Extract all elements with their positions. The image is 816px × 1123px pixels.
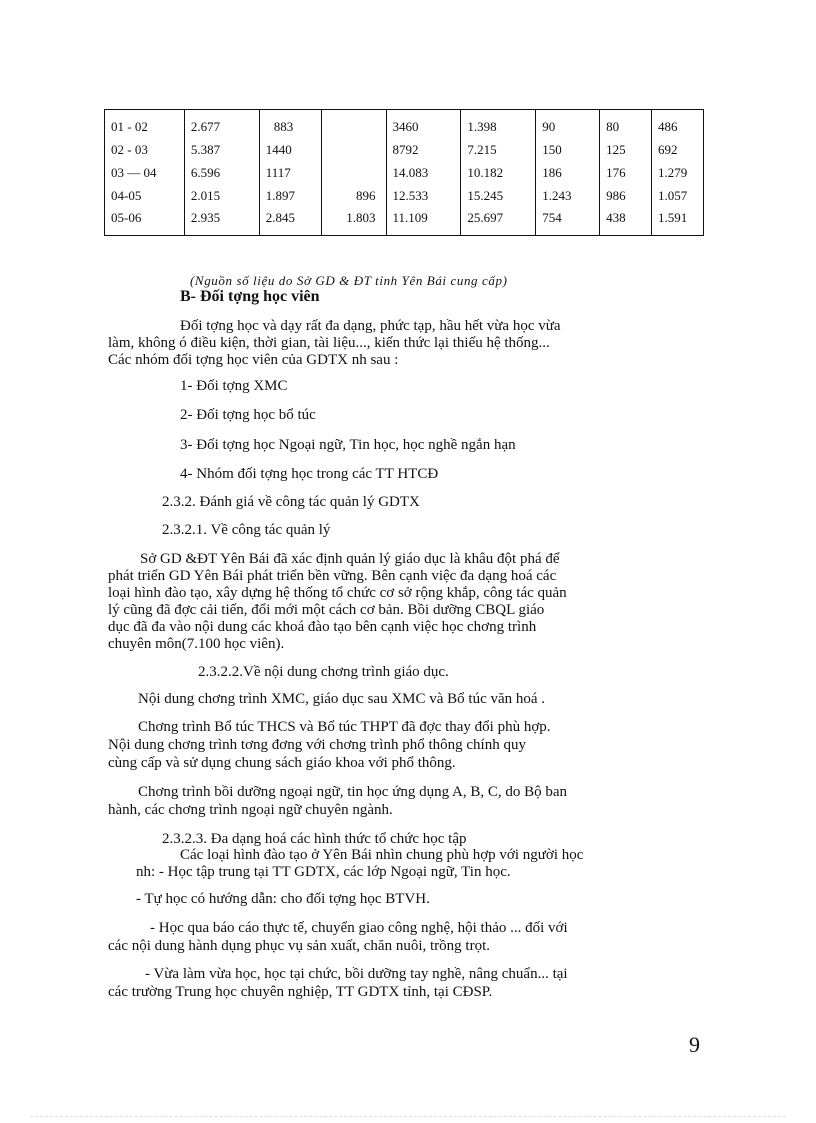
table-cell: 1117	[259, 161, 321, 184]
paragraph-line: Các loại hình đào tạo ở Yên Bái nhìn chung phù hợp với người học	[180, 847, 584, 863]
table-cell: 14.083	[386, 161, 461, 184]
table-cell: 754	[536, 207, 600, 236]
section-heading: 2.3.2. Đánh giá về công tác quản lý GDTX	[162, 494, 420, 510]
list-item: 4- Nhóm đối tợng học trong các TT HTCĐ	[180, 466, 439, 482]
section-b-title: B- Đối tợng học viên	[180, 288, 320, 305]
list-item: - Tự học có hướng dẫn: cho đối tợng học BTVH.	[136, 891, 430, 907]
table-cell: 01 - 02	[105, 110, 185, 139]
table-cell: 25.697	[461, 207, 536, 236]
paragraph-line: chuyên môn(7.100 học viên).	[108, 636, 285, 652]
paragraph-line: lý cũng đã đợc cải tiến, đổi mới một cách cơ bản. Bồi dưỡng CBQL giáo	[108, 602, 545, 618]
table-cell: 125	[600, 138, 652, 161]
paragraph-line: Các nhóm đối tợng học viên của GDTX nh sau :	[108, 352, 399, 368]
table-cell: 896	[321, 184, 386, 207]
paragraph-line: hành, các chơng trình ngoại ngữ chuyên ngành.	[108, 802, 393, 818]
table-cell: 15.245	[461, 184, 536, 207]
table-cell: 1440	[259, 138, 321, 161]
page-number: 9	[689, 1032, 700, 1057]
paragraph-line: các nội dung hành dụng phục vụ sản xuất, chăn nuôi, trồng trọt.	[108, 938, 491, 954]
table-cell: 03 — 04	[105, 161, 185, 184]
table-cell: 2.677	[184, 110, 259, 139]
table-row	[105, 184, 704, 207]
table-cell: 883	[259, 110, 321, 139]
list-item: 2- Đối tợng học bổ túc	[180, 407, 316, 423]
table-row	[105, 161, 704, 184]
table-cell: 692	[651, 138, 703, 161]
page-divider	[30, 1116, 786, 1117]
table-cell: 7.215	[461, 138, 536, 161]
table-cell: 6.596	[184, 161, 259, 184]
paragraph-line: loại hình đào tạo, xây dựng hệ thống tổ chức cơ sở rộng khắp, công tác quản	[108, 585, 567, 601]
paragraph-line: Chơng trình Bổ túc THCS và Bổ túc THPT đã đợc thay đổi phù hợp.	[138, 719, 551, 735]
table-cell: 1.243	[536, 184, 600, 207]
table-cell: 02 - 03	[105, 138, 185, 161]
table-cell: 8792	[386, 138, 461, 161]
table-cell: 486	[651, 110, 703, 139]
table-cell: 04-05	[105, 184, 185, 207]
list-item: 1- Đối tợng XMC	[180, 378, 288, 394]
table-cell: 12.533	[386, 184, 461, 207]
paragraph-line: cùng cấp và sử dụng chung sách giáo khoa với phổ thông.	[108, 755, 456, 771]
table-cell: 150	[536, 138, 600, 161]
table-cell: 1.057	[651, 184, 703, 207]
table-cell: 2.015	[184, 184, 259, 207]
table-row	[105, 207, 704, 236]
table-cell: 80	[600, 110, 652, 139]
paragraph-line: Nội dung chơng trình XMC, giáo dục sau XMC và Bổ túc văn hoá .	[138, 691, 546, 707]
paragraph-line: Sở GD &ĐT Yên Bái đã xác định quản lý giáo dục là khâu đột phá để	[140, 551, 560, 567]
paragraph-line: Chơng trình bồi dưỡng ngoại ngữ, tin học ứng dụng A, B, C, do Bộ ban	[138, 784, 568, 800]
list-item: - Vừa làm vừa học, học tại chức, bồi dưỡng tay nghề, nâng chuẩn... tại	[145, 966, 568, 982]
table-cell: 186	[536, 161, 600, 184]
table-cell: 05-06	[105, 207, 185, 236]
paragraph-line: nh: - Học tập trung tại TT GDTX, các lớp Ngoại ngữ, Tin học.	[136, 864, 511, 880]
table-cell: 2.845	[259, 207, 321, 236]
section-heading: 2.3.2.3. Đa dạng hoá các hình thức tổ chức học tập	[162, 831, 467, 847]
table-cell: 3460	[386, 110, 461, 139]
table-cell: 1.398	[461, 110, 536, 139]
table-cell: 1.279	[651, 161, 703, 184]
table-cell: 5.387	[184, 138, 259, 161]
table-cell	[321, 138, 386, 161]
table-cell: 1.591	[651, 207, 703, 236]
list-item: 3- Đối tợng học Ngoại ngữ, Tin học, học nghề ngắn hạn	[180, 437, 516, 453]
section-heading: 2.3.2.2.Về nội dung chơng trình giáo dục.	[198, 664, 449, 680]
paragraph-line: làm, không ó điều kiện, thời gian, tài liệu..., kiến thức lại thiếu hệ thống...	[108, 335, 550, 351]
section-heading: 2.3.2.1. Về công tác quản lý	[162, 522, 331, 538]
paragraph-line: các trường Trung học chuyên nghiệp, TT GDTX tỉnh, tại CĐSP.	[108, 984, 493, 1000]
paragraph-line: Đối tợng học và dạy rất đa dạng, phức tạp, hầu hết vừa học vừa	[180, 318, 561, 334]
table-cell: 2.935	[184, 207, 259, 236]
statistics-table	[104, 109, 704, 236]
paragraph-line: dục đã đa vào nội dung các khoá đào tạo bên cạnh việc học chơng trình	[108, 619, 537, 635]
table-cell: 438	[600, 207, 652, 236]
table-cell	[321, 110, 386, 139]
source-note: (Nguồn số liệu do Sở GD & ĐT tỉnh Yên Bái cung cấp)	[190, 273, 508, 288]
paragraph-line: Nội dung chơng trình tơng đơng với chơng trình phổ thông chính quy	[108, 737, 526, 753]
table-row	[105, 138, 704, 161]
table-cell: 1.897	[259, 184, 321, 207]
table-cell: 11.109	[386, 207, 461, 236]
table-cell: 986	[600, 184, 652, 207]
table-cell: 1.803	[321, 207, 386, 236]
list-item: - Học qua báo cáo thực tế, chuyển giao công nghệ, hội thảo ... đối với	[150, 920, 568, 936]
table-cell: 10.182	[461, 161, 536, 184]
table-cell: 176	[600, 161, 652, 184]
table-cell: 90	[536, 110, 600, 139]
table-row	[105, 110, 704, 139]
table-cell	[321, 161, 386, 184]
paragraph-line: phát triển GD Yên Bái phát triển bền vững. Bên cạnh việc đa dạng hoá các	[108, 568, 557, 584]
